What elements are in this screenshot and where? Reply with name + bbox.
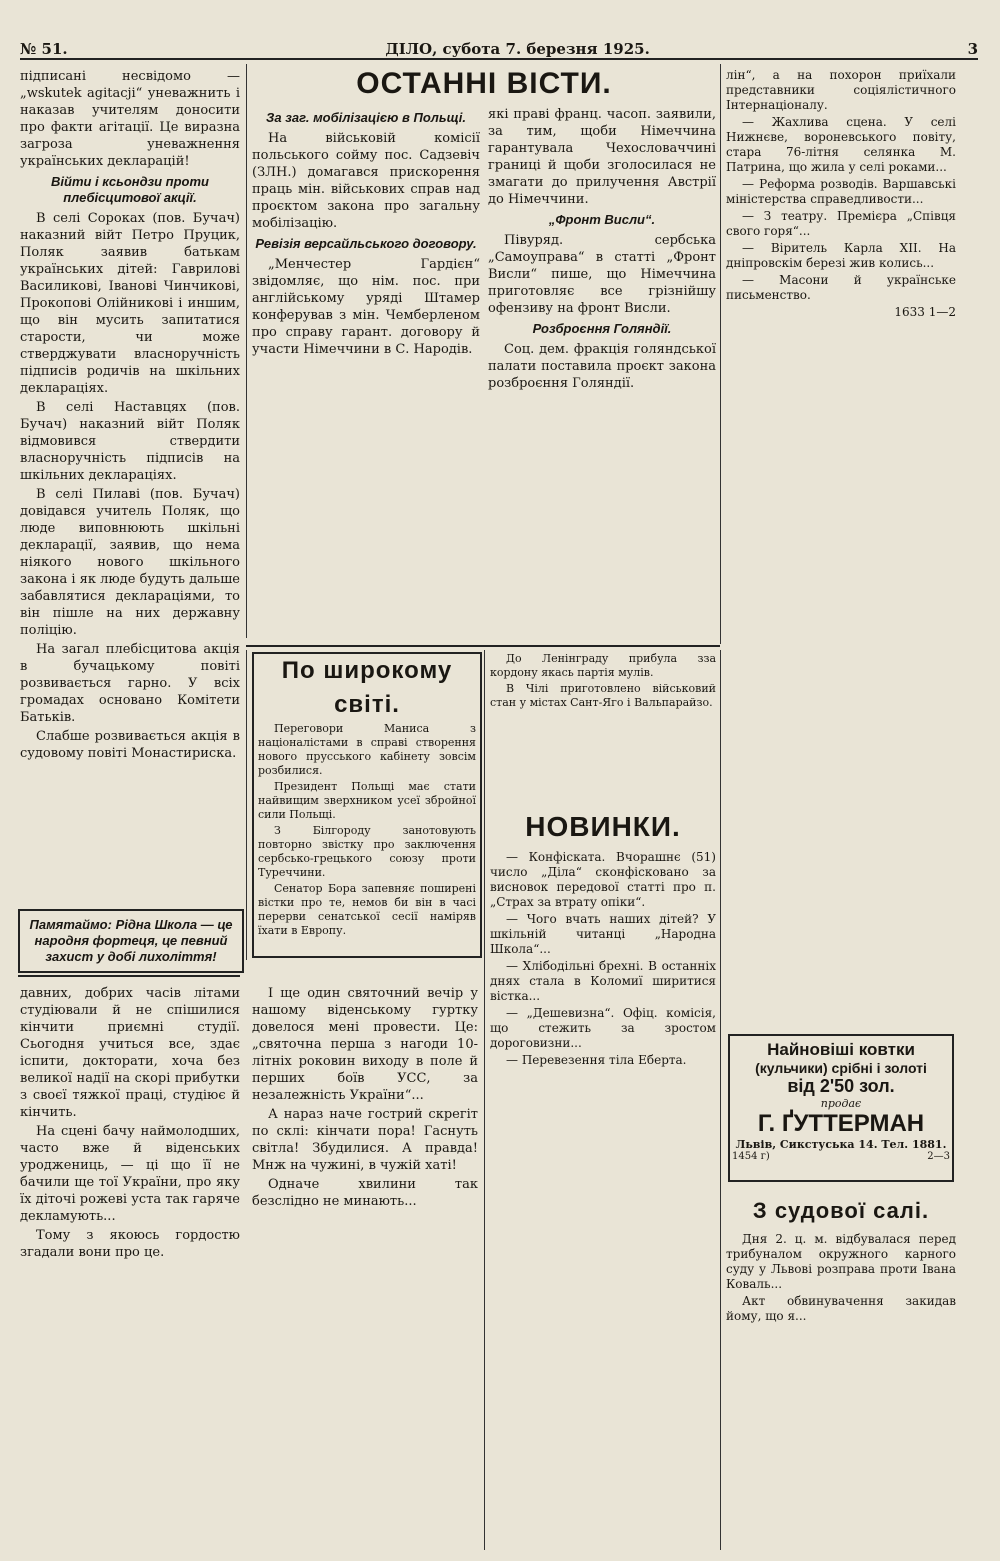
left-para: В селі Наставцях (пов. Бучач) наказний війт Поляк відмовився ствердити власноручність підписів на шкільних деклараціях.: [20, 400, 240, 483]
ad-codes: [732, 1151, 950, 1162]
news-heading: За заг. мобілізацією в Польщі.: [266, 110, 466, 125]
bottom-left-column: [20, 985, 240, 1550]
left-para: На загал плебісцитова акція в бучацькому повіті розвивається гарно. У всіх громадах основано Комітети Батьків.: [20, 642, 240, 725]
col-rule-2: [720, 64, 721, 644]
ad-address: Львів, Сикстуська 14. Тел. 1881.: [735, 1138, 947, 1151]
masthead-date: ДІЛО, субота 7. березня 1925.: [385, 40, 650, 58]
news-heading: Розброєння Голяндії.: [532, 321, 672, 336]
world-para: Сенатор Бора запевняє поширені вістки про те, немов би він в часі перерви сенатської сесії наміряв їхати в Европу.: [258, 882, 476, 937]
news-para: Соц. дем. фракція голяндської палати поставила проєкт закона розброєння Голяндії.: [488, 342, 716, 391]
last-news-title: ОСТАННІ ВІСТИ.: [356, 67, 612, 100]
essay-para: І ще один святочний вечір у нашому віденському гуртку довелося мені провести. Це: „святочна перша з нагоди 10-літніх роковин виходу в поле й перших боїв УСС, за незалежність України“...: [252, 986, 478, 1103]
world-box: [252, 652, 482, 958]
right-para: — Реформа розводів. Варшавські міністерства справедливости...: [726, 177, 956, 206]
col-rule-4: [720, 650, 721, 1550]
court-para: Дня 2. ц. м. відбувалася перед трибуналом окружного карного суду у Львові розправа проти Івана Коваль...: [726, 1232, 956, 1291]
right-para: — Жахлива сцена. У селі Нижнєве, вороневського повіту, стара 76-літня селянка М. Патрина, що жила у селі роками...: [726, 115, 956, 174]
left-para: В селі Сороках (пов. Бучач) наказний війт Петро Пруцик, Поляк заявив батькам українських дітей: Гаврилові Василикові, Іванові Чинчикові, Прокопові Олійникові і иншим, що він мусить запитатися старости, чи може стверджувати власноручність підписів родичів на шкільних деклараціях.: [20, 211, 240, 396]
ad-merchant: Г. ҐУТТЕРМАН: [757, 1110, 925, 1137]
right-para: — З театру. Премієра „Співця свого горя“...: [726, 209, 956, 238]
right-column: [726, 68, 956, 658]
ad-price: від 2'50 зол.: [787, 1076, 895, 1096]
essay-para: Одначе хвилини так безслідно не минають...: [252, 1177, 478, 1209]
left-para: В селі Пилаві (пов. Бучач) довідався учитель Поляк, що люде виповнюють шкільні декларації, заявив, що нема ніякого нового шкільного закона і як люде будуть дальше забавлятися деклараціями, то він пішле на них державну поліцію.: [20, 487, 240, 638]
world-para: Переговори Маниса з націоналістами в справі створення нового прусського кабінету зовсім розбилися.: [258, 722, 476, 777]
court-para: Акт обвинувачення закидав йому, що я...: [726, 1294, 956, 1323]
news-heading: „Фронт Висли“.: [548, 212, 656, 227]
novynky-para: — Чого вчать наших дітей? У шкільній читанці „Народна Школа“...: [490, 912, 716, 956]
ad-sells: продає: [820, 1097, 862, 1110]
essay-para: давних, добрих часів літами студіювали й не спішилися кінчити приємні студії. Сьогодня учиться все, здає іспити, докторати, хоча без великої надії на скорі прибутки з своєї тяжкої праці, студіює й кінчить.: [20, 986, 240, 1120]
news-para: Півуряд. сербська „Самоуправа“ в статті „Фронт Висли“ пише, що Німеччина приготовляє все грізнійшу офензиву на фронт Висли.: [488, 233, 716, 316]
novynky-para: — „Дешевизна“. Офіц. комісія, що стежить за зростом дороговизни...: [490, 1006, 716, 1050]
news-para: які праві франц. часоп. заявили, за тим, щоби Німеччина гарантувала Чехословаччині границі й щоби зголосилася не змагати до прилучення Австрії до Німеччини.: [488, 107, 716, 207]
novynky-para: — Перевезення тіла Еберта.: [506, 1053, 687, 1067]
news-heading: Ревізія версайльського договору.: [255, 236, 477, 251]
right-para: лін“, а на похорон приїхали представники соціялістичного Інтернаціоналу.: [726, 68, 956, 112]
jewelry-ad: [728, 1034, 954, 1182]
novynky-para: — Конфіската. Вчорашнє (51) число „Діла“ сконфісковано за висновок передової статті про п. „Страх за втрату опіки“.: [490, 850, 716, 909]
last-news-col-b: [488, 106, 716, 636]
col-rule-3: [484, 650, 485, 1550]
section-rule-mid: [246, 645, 720, 647]
bottom-mid-column: [252, 985, 478, 1550]
page-header: [20, 34, 978, 60]
world-title: По широкому світі.: [281, 657, 453, 718]
right-para: — Масони й українське письменство.: [726, 273, 956, 302]
novynky-title: НОВИНКИ.: [525, 811, 681, 842]
world-para: В Чілі приготовлено військовий стан у містах Сант-Яго і Вальпарайзо.: [490, 682, 716, 709]
col-rule-5: [246, 650, 247, 960]
left-heading: Війти і ксьондзи проти плебісцитової акції.: [51, 174, 209, 205]
section-rule-left: [18, 975, 240, 977]
right-note: 1633 1—2: [894, 305, 956, 319]
left-column: [20, 68, 240, 761]
ad-line: Найновіші ковтки: [767, 1040, 915, 1059]
world-continued: [490, 652, 716, 762]
novynky-column: [490, 850, 716, 1550]
col-rule-1: [246, 64, 247, 638]
ad-line: (кульчики) срібні і золоті: [755, 1060, 927, 1076]
world-para: Президент Польщі має стати найвищим зверхником усеї збройної сили Польщі.: [258, 780, 476, 821]
last-news-col-a: [252, 106, 480, 636]
issue-number: № 51.: [20, 40, 68, 58]
essay-para: На сцені бачу наймолодших, часто вже й віденських уроджениць, — ці що її не бачили ще тої України, про яку їх діточі рожеві уста так гаряче декламують...: [20, 1124, 240, 1224]
essay-para: А нараз наче гострий скрегіт по склі: кінчати пора! Гаснуть світла! Збудилися. А правда! Мнж на чужині, в чужій хаті!: [252, 1107, 478, 1173]
left-intro: підписані несвідомо — „wskutek agitacji“ уневажнить і наказав учителям доносити про факти агітації. Це виразна загроза уневажнення українських декларацій!: [20, 69, 240, 169]
left-para: Слабше розвивається акція в судовому повіті Монастириска.: [20, 729, 240, 761]
news-para: На військовій комісії польського сойму пос. Садзевіч (ЗЛН.) домагався прискорення праць мін. військових справ над проєктом закона про загальну мобілізацію.: [252, 131, 480, 231]
court-column: [726, 1232, 956, 1550]
school-appeal-box: Памятаймо: Рідна Школа — це народня фортеця, це певний захист у добі лихоліття!: [18, 909, 244, 973]
world-para: З Білгороду занотовують повторно звістку про заключення сербсько-грецького союзу проти Туреччини.: [258, 824, 476, 879]
essay-para: Тому з якоюсь гордостю згадали вони про це.: [20, 1228, 240, 1260]
novynky-para: — Хлібодільні брехні. В останніх днях стала в Коломиї ширитися вістка...: [490, 959, 716, 1003]
news-para: „Менчестер Гардієн“ звідомляє, що нім. пос. при англійському уряді Штамер конферував з мін. Чемберленом про справу гарант. договору й участи Німеччини в С. Народів.: [252, 257, 480, 357]
court-title: З судової салі.: [752, 1198, 930, 1223]
world-text: [254, 722, 480, 938]
ad-code: 1454 г): [732, 1151, 770, 1162]
right-para: — Віритель Карла XII. На дніпровскім березі жив колись...: [726, 241, 956, 270]
page-number: 3: [967, 40, 978, 58]
world-para: До Ленінграду прибула зза кордону якась партія мулів.: [490, 652, 716, 679]
ad-code: 2—3: [927, 1151, 950, 1162]
